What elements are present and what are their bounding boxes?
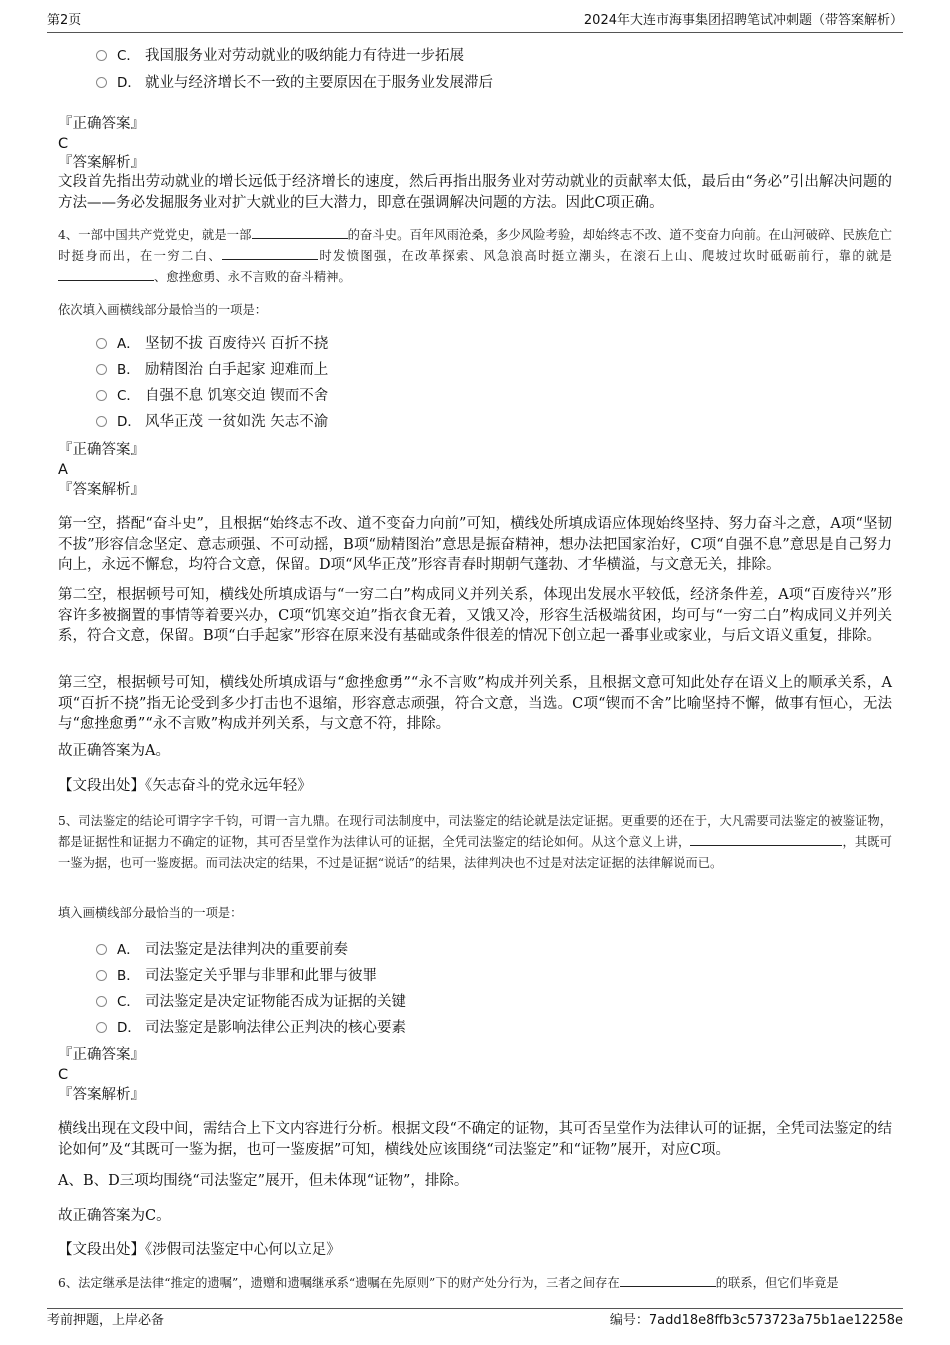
analysis-text: 文段首先指出劳动就业的增长远低于经济增长的速度，然后再指出服务业对劳动就业的贡献率太低，最后由“务必”引出解决问题的方法——务必发掘服务业对扩大就业的巨大潜力，即意在强调解决问题的方法。因此C项正确。	[58, 174, 892, 211]
answer-value: A	[58, 462, 68, 478]
analysis-paragraph-3: 第三空，根据顿号可知，横线处所填成语与“愈挫愈勇”“永不言败”构成并列关系，且根据文意可知此处存在语义上的顺承关系，A项“百折不挠”指无论受到多少打击也不退缩，形容意志顽强，符合文意，当选。C项“锲而不舍”比喻坚持不懈，做事有恒心，无法与“愈挫愈勇”“永不言败”构成并列关系，与文意不符，排除。	[58, 675, 892, 732]
q5-option-a[interactable]: A． 司法鉴定是法律判决的重要前奏	[96, 939, 348, 961]
option-c[interactable]: C． 我国服务业对劳动就业的吸纳能力有待进一步拓展	[96, 45, 464, 67]
fill-blank	[620, 1273, 716, 1287]
conclusion: 故正确答案为C。	[58, 1208, 171, 1224]
q4-option-d[interactable]: D． 风华正茂 一贫如洗 矢志不渝	[96, 411, 328, 433]
footer-motto: 考前押题，上岸必备	[47, 1313, 165, 1328]
analysis-paragraph-1: 第一空，搭配“奋斗史”，且根据“始终志不改、道不变奋力向前”可知，横线处所填成语应体现始终坚持、努力奋斗之意，A项“坚韧不拔”形容信念坚定、意志顽强、不可动摇，B项“励精图治”意思是振奋精神，想办法把国家治好，C项“自强不息”意思是自己努力向上，永远不懈怠，均符合文意，保留。D项“风华正茂”形容青春时期朝气蓬勃、才华横溢，与文意无关，排除。	[58, 516, 892, 573]
answer-label: 『正确答案』	[58, 116, 145, 132]
question-6-stem: 6、法定继承是法律“推定的遗嘱”，遗赠和遗嘱继承系“遗嘱在先原则”下的财产处分行为，三者之间存在 的联系，但它们毕竟是	[58, 1273, 892, 1294]
source: 【文段出处】《涉假司法鉴定中心何以立足》	[58, 1242, 341, 1258]
radio-icon[interactable]	[96, 944, 107, 955]
answer-label: 『正确答案』	[58, 1047, 145, 1063]
question-5-stem: 5、司法鉴定的结论可谓字字千钧，可谓一言九鼎。在现行司法制度中，司法鉴定的结论就是法定证据。更重要的还在于，大凡需要司法鉴定的被鉴证物，都是证据性和证据力不确定的证物，其可否呈堂作为法律认可的证据，全凭司法鉴定的结论如何。从这个意义上讲， ，其既可一鉴为据，也可一鉴废据。而司法决定的结果，不过是证据“说话”的结果，法律判决也不过是对法定证据的法律解说而已。	[58, 814, 892, 870]
radio-icon[interactable]	[96, 77, 107, 88]
answer-label: 『正确答案』	[58, 442, 145, 458]
q5-option-b[interactable]: B． 司法鉴定关乎罪与非罪和此罪与彼罪	[96, 965, 377, 987]
radio-icon[interactable]	[96, 996, 107, 1007]
question-5-prompt: 填入画横线部分最恰当的一项是：	[58, 906, 243, 920]
q4-option-b[interactable]: B． 励精图治 白手起家 迎难而上	[96, 359, 328, 381]
page-number: 第2页	[47, 13, 82, 28]
radio-icon[interactable]	[96, 970, 107, 981]
q4-option-a[interactable]: A． 坚韧不拔 百废待兴 百折不挠	[96, 333, 328, 355]
radio-icon[interactable]	[96, 364, 107, 375]
analysis-paragraph-1: 横线出现在文段中间，需结合上下文内容进行分析。根据文段“不确定的证物，其可否呈堂作为法律认可的证据，全凭司法鉴定的结论如何”及“其既可一鉴为据，也可一鉴废据”可知，横线处应该围绕“司法鉴定”和“证物”展开，对应C项。	[58, 1121, 892, 1158]
q5-option-c[interactable]: C． 司法鉴定是决定证物能否成为证据的关键	[96, 991, 406, 1013]
radio-icon[interactable]	[96, 390, 107, 401]
answer-value: C	[58, 136, 69, 152]
analysis-label: 『答案解析』	[58, 155, 145, 171]
document-title: 2024年大连市海事集团招聘笔试冲刺题（带答案解析）	[583, 13, 903, 28]
fill-blank	[58, 267, 154, 281]
radio-icon[interactable]	[96, 50, 107, 61]
answer-value: C	[58, 1067, 69, 1083]
option-d[interactable]: D． 就业与经济增长不一致的主要原因在于服务业发展滞后	[96, 72, 493, 94]
document-code: 编号：7add18e8ffb3c573723a75b1ae12258e	[609, 1313, 903, 1328]
question-4-prompt: 依次填入画横线部分最恰当的一项是：	[58, 303, 268, 317]
q4-option-c[interactable]: C． 自强不息 饥寒交迫 锲而不舍	[96, 385, 328, 407]
source: 【文段出处】《矢志奋斗的党永远年轻》	[58, 778, 312, 794]
fill-blank	[222, 246, 318, 260]
fill-blank	[252, 225, 348, 239]
fill-blank	[690, 832, 842, 846]
analysis-label: 『答案解析』	[58, 482, 145, 498]
analysis-label: 『答案解析』	[58, 1087, 145, 1103]
page-footer	[47, 1308, 903, 1331]
radio-icon[interactable]	[96, 338, 107, 349]
question-4-stem: 4、一部中国共产党党史，就是一部 的奋斗史。百年风雨沧桑，多少风险考验，却始终志不改、道不变奋力向前。在山河破碎、民族危亡时挺身而出，在一穷二白、 时发愤图强，在改革探索、风急浪高时挺立潮头，在滚石上山、爬坡过坎时砥砺前行，靠的就是、愈挫愈勇、永不言败的奋斗精神。	[58, 225, 892, 288]
radio-icon[interactable]	[96, 1022, 107, 1033]
analysis-paragraph-2: A、B、D三项均围绕“司法鉴定”展开，但未体现“证物”，排除。	[58, 1173, 469, 1189]
page-header	[47, 10, 903, 33]
q5-option-d[interactable]: D． 司法鉴定是影响法律公正判决的核心要素	[96, 1017, 406, 1039]
conclusion: 故正确答案为A。	[58, 743, 170, 759]
analysis-paragraph-2: 第二空，根据顿号可知，横线处所填成语与“一穷二白”构成同义并列关系，体现出发展水平较低，经济条件差，A项“百废待兴”形容许多被搁置的事情等着要兴办，C项“饥寒交迫”指衣食无着，又饿又冷，形容生活极端贫困，均可与“一穷二白”构成同义并列关系，符合文意，保留。B项“白手起家”形容在原来没有基础或条件很差的情况下创立起一番事业或家业，与后文语义重复，排除。	[58, 587, 892, 644]
radio-icon[interactable]	[96, 416, 107, 427]
